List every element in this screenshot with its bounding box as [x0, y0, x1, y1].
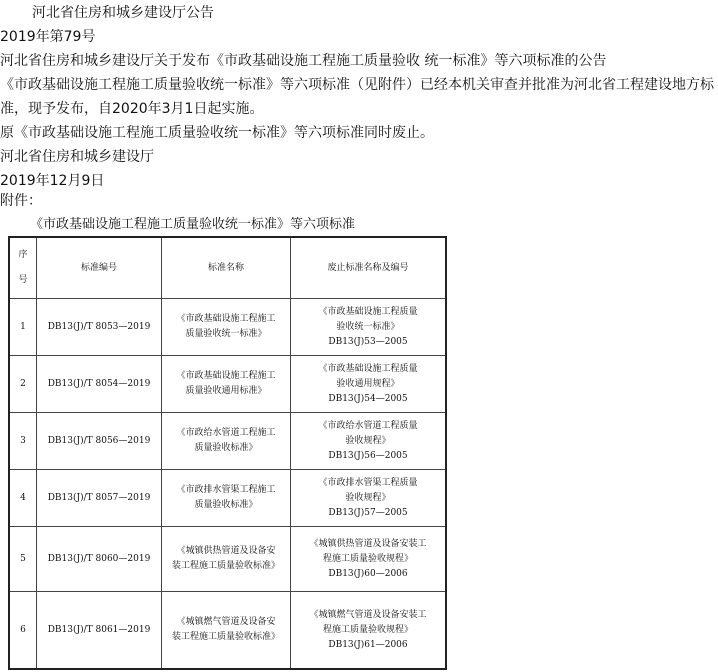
row-name-line-2: 质量验收通用标准》 — [185, 386, 267, 396]
row-replaced-code: DB13(J)56—2005 — [328, 450, 408, 461]
row-seq: 5 — [9, 527, 37, 592]
row-replaced-code: DB13(J)61—2006 — [328, 639, 408, 650]
table-row — [9, 527, 446, 592]
row-replaced — [291, 413, 447, 470]
announcement-subject: 河北省住房和城乡建设厅关于发布《市政基础设施工程施工质量验收 统一标准》等六项标准的公告 — [0, 53, 607, 69]
row-name-line-2: 质量验收标准》 — [194, 500, 258, 510]
row-name-line-1: 《市政排水管渠工程施工 — [176, 485, 276, 495]
row-replaced-code: DB13(J)54—2005 — [328, 393, 408, 404]
row-seq: 1 — [9, 299, 37, 356]
announcement-title: 河北省住房和城乡建设厅公告 — [32, 5, 214, 21]
row-code: DB13(J)/T 8053—2019 — [37, 299, 162, 356]
row-name-line-1: 《市政给水管道工程施工 — [176, 428, 276, 438]
row-replaced — [291, 356, 447, 413]
row-replaced-line-2: 程施工质量验收规程》 — [322, 624, 413, 635]
row-code: DB13(J)/T 8060—2019 — [37, 527, 162, 592]
table-row — [9, 299, 446, 356]
header-replaced: 废止标准名称及编号 — [291, 237, 447, 299]
header-seq-line-2: 号 — [18, 275, 28, 285]
attachment-caption: 《市政基础设施工程施工质量验收统一标准》等六项标准 — [30, 217, 356, 232]
row-replaced-line-2: 程施工质量验收规程》 — [322, 553, 413, 564]
body-paragraph-2: 原《市政基础设施工程施工质量验收统一标准》等六项标准同时废止。 — [0, 125, 434, 141]
header-code: 标准编号 — [37, 237, 162, 299]
row-replaced-code: DB13(J)53—2005 — [328, 336, 408, 347]
row-replaced — [291, 470, 447, 527]
row-code: DB13(J)/T 8054—2019 — [37, 356, 162, 413]
row-seq: 4 — [9, 470, 37, 527]
row-name-line-1: 《城镇供热管道及设备安 — [176, 546, 276, 556]
header-seq — [9, 237, 37, 299]
row-name-line-2: 装工程施工质量验收标准》 — [171, 561, 280, 571]
row-name — [162, 527, 291, 592]
announcement-number: 2019年第79号 — [0, 29, 96, 45]
row-replaced-line-2: 验收统一标准》 — [336, 321, 400, 332]
row-replaced-line-1: 《市政基础设施工程质量 — [318, 306, 418, 317]
row-name — [162, 470, 291, 527]
table-header-row — [9, 237, 446, 299]
row-name — [162, 299, 291, 356]
row-replaced — [291, 592, 447, 670]
row-name-line-2: 装工程施工质量验收标准》 — [171, 632, 280, 642]
attachment-label: 附件： — [0, 193, 42, 209]
row-seq: 6 — [9, 592, 37, 670]
row-replaced-line-1: 《市政基础设施工程质量 — [318, 363, 418, 374]
row-name — [162, 592, 291, 670]
row-replaced-line-1: 《城镇供热管道及设备安装工 — [309, 538, 427, 549]
body-paragraph-1-line-2: 准，现予发布，自2020年3月1日起实施。 — [0, 101, 264, 117]
row-code: DB13(J)/T 8057—2019 — [37, 470, 162, 527]
row-seq: 3 — [9, 413, 37, 470]
row-replaced-code: DB13(J)60—2006 — [328, 568, 408, 579]
table-row — [9, 413, 446, 470]
row-replaced-line-1: 《市政给水管道工程质量 — [318, 420, 418, 431]
row-replaced-line-1: 《市政排水管渠工程质量 — [318, 477, 418, 488]
row-replaced-line-1: 《城镇燃气管道及设备安装工 — [309, 609, 427, 620]
row-name-line-2: 质量验收标准》 — [194, 443, 258, 453]
row-replaced-code: DB13(J)57—2005 — [328, 507, 408, 518]
row-seq: 2 — [9, 356, 37, 413]
table-row — [9, 356, 446, 413]
row-name-line-1: 《市政基础设施工程施工 — [176, 314, 276, 324]
row-name — [162, 413, 291, 470]
row-replaced-line-2: 验收规程》 — [345, 492, 391, 503]
row-name-line-1: 《城镇燃气管道及设备安 — [176, 617, 276, 627]
row-name-line-2: 质量验收统一标准》 — [185, 329, 267, 339]
table-row — [9, 592, 446, 670]
row-code: DB13(J)/T 8061—2019 — [37, 592, 162, 670]
standards-table — [8, 236, 447, 670]
signer: 河北省住房和城乡建设厅 — [0, 149, 154, 165]
row-name — [162, 356, 291, 413]
row-replaced-line-2: 验收通用规程》 — [336, 378, 400, 389]
table-row — [9, 470, 446, 527]
row-replaced-line-2: 验收规程》 — [345, 435, 391, 446]
row-replaced — [291, 527, 447, 592]
row-code: DB13(J)/T 8056—2019 — [37, 413, 162, 470]
header-name: 标准名称 — [162, 237, 291, 299]
row-replaced — [291, 299, 447, 356]
row-name-line-1: 《市政基础设施工程施工 — [176, 371, 276, 381]
body-paragraph-1-line-1: 《市政基础设施工程施工质量验收统一标准》等六项标准（见附件）已经本机关审查并批准为河北省工程建设地方标 — [0, 77, 714, 93]
header-seq-line-1: 序 — [18, 250, 28, 260]
issue-date: 2019年12月9日 — [0, 173, 105, 189]
